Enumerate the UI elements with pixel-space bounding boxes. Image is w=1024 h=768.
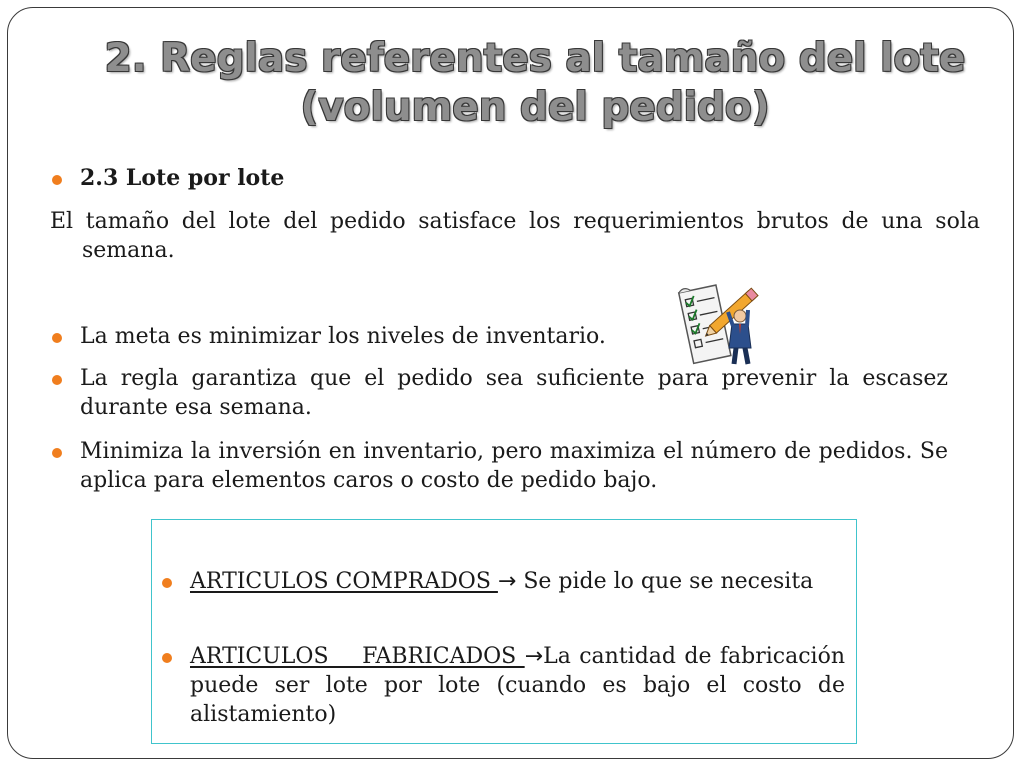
title-line-1: 2. Reglas referentes al tamaño del lote [104,36,966,81]
purchased-text: Se pide lo que se necesita [516,569,814,594]
box-item-text [190,567,845,596]
arrow-right-icon: → [497,569,517,594]
box-item-text [190,642,845,729]
bullet-item [52,437,948,495]
box-item-manufactured [162,642,845,729]
box-item-purchased [162,567,845,596]
intro-paragraph: El tamaño del lote del pedido satisface los requerimientos brutos de una sola semana. [50,209,980,263]
bullet-dot [162,578,172,588]
manufactured-text: La cantidad de fabricación puede ser lote por lote (cuando es bajo el costo de alistamiento) [190,644,845,727]
arrow-right-icon: → [524,644,544,669]
bullet-dot [52,175,62,185]
bullet-dot [52,375,62,385]
bullet-text: La regla garantiza que el pedido sea suficiente para prevenir la escasez durante esa semana. [80,366,948,420]
bullet-dot [162,653,172,663]
bullet-text: La meta es minimizar los niveles de inventario. [80,324,606,349]
bullet-item [52,322,948,351]
slide-title [100,34,970,132]
subheading-bullet [52,164,948,193]
bullet-dot [52,448,62,458]
bullet-item [52,364,948,422]
purchased-label: ARTICULOS COMPRADOS [190,569,498,594]
bullet-dot [52,333,62,343]
manufactured-label: ARTICULOS FABRICADOS [190,644,525,669]
title-line-2: (volumen del pedido) [300,85,770,130]
checklist-pencil-man-icon [676,280,766,366]
bullet-text: Minimiza la inversión en inventario, pero maximiza el número de pedidos. Se aplica para elementos caros o costo de pedido bajo. [80,439,948,493]
subheading: 2.3 Lote por lote [80,165,285,191]
